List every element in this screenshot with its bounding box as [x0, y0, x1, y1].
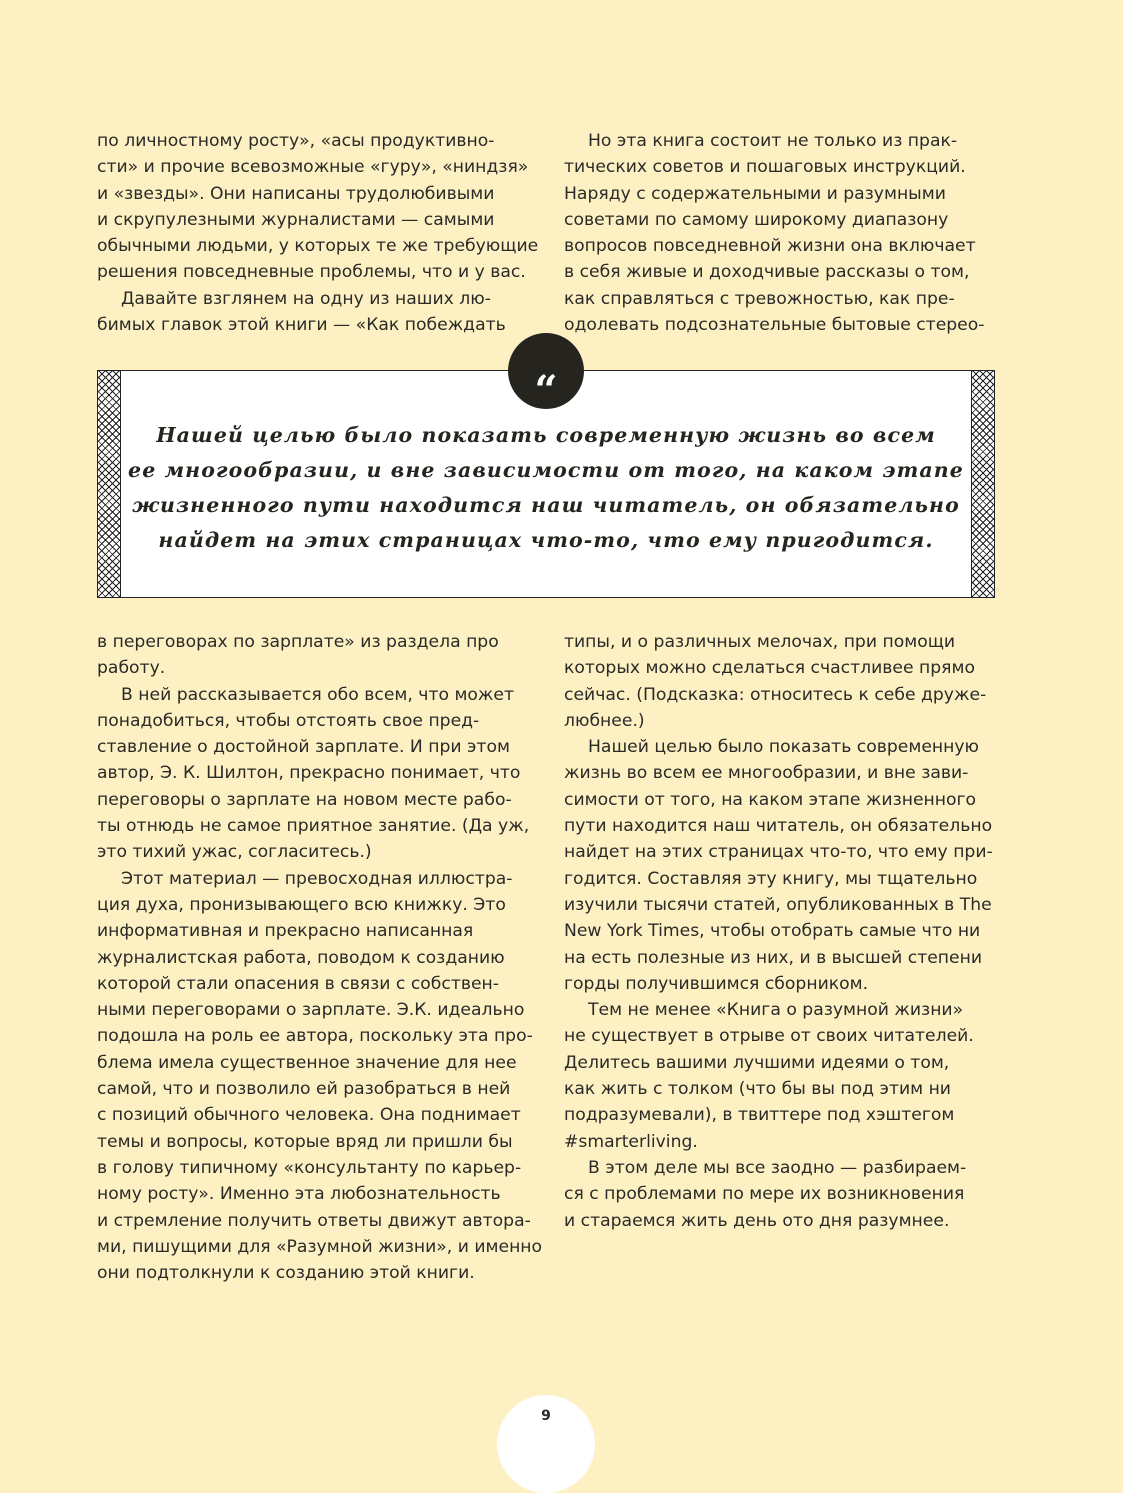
- text-line: они подтолкнули к созданию этой книги.: [97, 1263, 475, 1284]
- text-line: найдет на этих страницах что-то, что ему при-: [564, 842, 993, 863]
- text-line: вопросов повседневной жизни она включает: [564, 236, 976, 257]
- text-line: горды получившимся сборником.: [564, 973, 869, 994]
- text-line: в переговорах по зарплате» из раздела про: [97, 632, 499, 652]
- text-line: Тем не менее «Книга о разумной жизни»: [588, 1000, 964, 1021]
- text-line: автор, Э. К. Шилтон, прекрасно понимает, что: [97, 763, 521, 784]
- quote-mark-icon: “: [534, 367, 558, 409]
- text-line: Давайте взглянем на одну из наших лю-: [121, 288, 491, 309]
- text-line: одолевать подсознательные бытовые стерео-: [564, 315, 985, 336]
- text-line: которых можно сделаться счастливее прямо: [564, 658, 976, 679]
- text-line: на есть полезные из них, и в высшей степени: [564, 947, 983, 968]
- text-line: информативная и прекрасно написанная: [97, 921, 474, 942]
- text-line: и «звезды». Они написаны трудолюбивыми: [97, 183, 495, 204]
- text-line: решения повседневные проблемы, что и у вас.: [97, 262, 526, 283]
- text-line: это тихий ужас, согласитесь.): [97, 842, 372, 863]
- text-line: самой, что и позволило ей разобраться в ней: [97, 1079, 511, 1100]
- text-line: советами по самому широкому диапазону: [564, 209, 949, 230]
- text-line: типы, и о различных мелочах, при помощи: [564, 632, 956, 652]
- text-line: В этом деле мы все заодно — разбираем-: [588, 1157, 967, 1178]
- text-line: ному росту». Именно эта любознательность: [97, 1184, 501, 1205]
- text-line: блема имела существенное значение для нее: [97, 1052, 517, 1073]
- text-line: Нашей целью было показать современную: [588, 737, 980, 758]
- text-line: Наряду с содержательными и разумными: [564, 183, 946, 204]
- text-line: подразумевали), в твиттере под хэштегом: [564, 1105, 955, 1126]
- text-line: тических советов и пошаговых инструкций.: [564, 157, 966, 178]
- text-line: симости от того, на каком этапе жизненного: [564, 789, 977, 810]
- text-line: подошла на роль ее автора, поскольку эта про-: [97, 1026, 533, 1047]
- text-line: в голову типичному «консультанту по карьер-: [97, 1157, 522, 1178]
- text-line: и скрупулезными журналистами — самыми: [97, 209, 495, 230]
- pull-quote-box: [97, 367, 995, 598]
- text-line: ми, пишущими для «Разумной жизни», и именно: [97, 1236, 543, 1257]
- text-line: Этот материал — превосходная иллюстра-: [121, 868, 513, 889]
- text-line: не существует в отрыве от своих читателей.: [564, 1026, 974, 1047]
- text-line: бимых главок этой книги — «Как побеждать: [97, 315, 506, 336]
- text-line: как справляться с тревожностью, как пре-: [564, 288, 955, 309]
- quote-badge: [508, 319, 584, 409]
- text-line: темы и вопросы, которые вряд ли пришли бы: [97, 1131, 513, 1152]
- text-column-bottom-right: [564, 629, 1004, 1234]
- text-line: и стремление получить ответы движут автора-: [97, 1210, 531, 1231]
- text-line: В ней рассказывается обо всем, что может: [121, 684, 515, 705]
- text-line: ся с проблемами по мере их возникновения: [564, 1184, 965, 1205]
- text-line: #smarterliving.: [564, 1131, 698, 1152]
- pull-quote-text: [128, 418, 964, 558]
- quote-line: ее многообразии, и вне зависимости от того, на каком этапе: [128, 458, 964, 482]
- text-line: по личностному росту», «асы продуктивно-: [97, 131, 495, 151]
- text-line: жизнь во всем ее многообразии, и вне зави-: [564, 763, 969, 784]
- text-line: ставление о достойной зарплате. И при этом: [97, 737, 510, 758]
- text-line: годится. Составляя эту книгу, мы тщательно: [564, 868, 978, 889]
- text-line: сейчас. (Подсказка: относитесь к себе друже-: [564, 684, 987, 705]
- text-line: сти» и прочие всевозможные «гуру», «ниндзя»: [97, 157, 529, 178]
- page-number: 9: [541, 1408, 551, 1424]
- quote-line: Нашей целью было показать современную жизнь во всем: [156, 423, 936, 447]
- text-line: New York Times, чтобы отобрать самые что ни: [564, 921, 981, 942]
- text-line: Делитесь вашими лучшими идеями о том,: [564, 1052, 950, 1073]
- text-line: изучили тысячи статей, опубликованных в The: [564, 894, 992, 915]
- text-line: ты отнюдь не самое приятное занятие. (Да уж,: [97, 816, 530, 837]
- text-line: работу.: [97, 658, 166, 679]
- text-line: как жить с толком (что бы вы под этим ни: [564, 1079, 951, 1100]
- text-line: Но эта книга состоит не только из прак-: [588, 131, 958, 151]
- hatch-border-left: [98, 371, 121, 597]
- quote-line: найдет на этих страницах что-то, что ему пригодится.: [158, 528, 934, 552]
- page-number-badge: [497, 1395, 595, 1493]
- text-line: любнее.): [564, 710, 645, 731]
- text-column-top-left: [97, 128, 537, 338]
- text-line: переговоры о зарплате на новом месте рабо-: [97, 789, 512, 810]
- text-line: в себя живые и доходчивые рассказы о том,: [564, 262, 970, 283]
- text-line: и стараемся жить день ото дня разумнее.: [564, 1210, 950, 1231]
- text-line: ция духа, пронизывающего всю книжку. Это: [97, 894, 506, 915]
- text-line: пути находится наш читатель, он обязательно: [564, 816, 993, 837]
- text-line: которой стали опасения в связи с собствен-: [97, 973, 499, 994]
- text-column-top-right: [564, 128, 1004, 338]
- hatch-border-right: [971, 371, 994, 597]
- text-line: с позиций обычного человека. Она поднимает: [97, 1105, 521, 1126]
- text-line: обычными людьми, у которых те же требующие: [97, 236, 539, 257]
- text-column-bottom-left: [97, 629, 543, 1286]
- text-line: ными переговорами о зарплате. Э.К. идеально: [97, 1000, 525, 1021]
- quote-line: жизненного пути находится наш читатель, он обязательно: [132, 493, 960, 517]
- text-line: понадобиться, чтобы отстоять свое пред-: [97, 710, 480, 731]
- text-line: журналистская работа, поводом к созданию: [97, 947, 505, 968]
